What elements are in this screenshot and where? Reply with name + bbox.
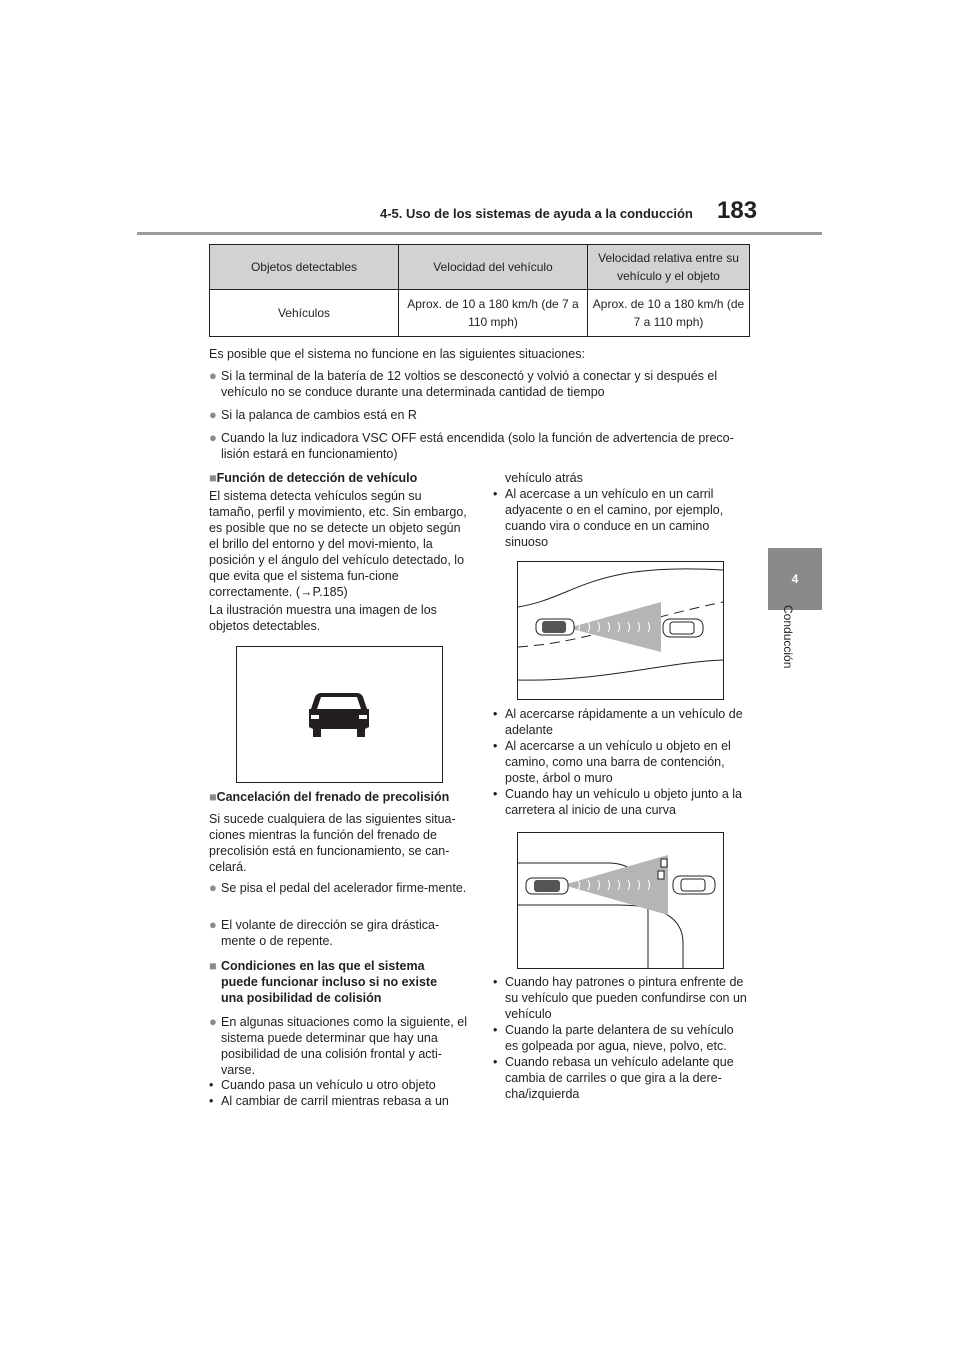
intro-lead: Es posible que el sistema no funcione en las siguientes situaciones: (209, 347, 585, 361)
bullet-marker: ● (209, 430, 217, 445)
bullet-marker: ● (209, 880, 217, 895)
false-activation-bullet: ● En algunas situaciones como la siguiente, el sistema puede determinar que hay una posibilidad de una colisión frontal y acti-varse. (209, 1014, 467, 1077)
dash-item: • Cuando hay patrones o pintura enfrente de su vehículo que pueden confundirse con un vehículo (493, 975, 747, 1021)
bullet-marker: ● (209, 1014, 217, 1029)
intro-bullet: ● Si la palanca de cambios está en R (209, 407, 417, 422)
dash-item: • Al acercarse a un vehículo u objeto en el camino, como una barra de contención, poste, árbol o muro (493, 739, 731, 785)
own-car-icon (526, 878, 568, 894)
chapter-label-text: Conducción (781, 605, 795, 669)
table-cell: Aprox. de 10 a 180 km/h (de 7 a 110 mph) (399, 290, 588, 337)
table-header: Velocidad del vehículo (399, 245, 588, 290)
dash-item: • Al acercarse rápidamente a un vehículo de adelante (493, 707, 743, 737)
own-car-icon (536, 619, 574, 635)
section-title: 4-5. Uso de los sistemas de ayuda a la conducción (380, 206, 693, 221)
other-car-icon (663, 619, 703, 637)
table-header: Velocidad relativa entre su vehículo y el objeto (588, 245, 750, 290)
car-front-icon (237, 647, 442, 782)
dash-item: • Al acercase a un vehículo en un carril adyacente o en el camino, por ejemplo, cuando vira o conduce en un camino sinuoso (493, 487, 724, 549)
dash-item: • Cuando hay un vehículo u objeto junto a la carretera al inicio de una curva (493, 787, 742, 817)
square-marker: ■ (209, 959, 217, 973)
dash-item: • Cuando pasa un vehículo u otro objeto (209, 1078, 436, 1092)
bullet-marker: ● (209, 917, 217, 932)
page-number: 183 (717, 197, 758, 224)
dash-item: • Cuando rebasa un vehículo adelante que cambia de carriles o que gira a la dere-cha/izquierda (493, 1055, 734, 1101)
other-car-icon (673, 876, 715, 894)
header-rule (137, 232, 822, 235)
heading-false-activation: ■ Condiciones en las que el sistema puede funcionar incluso si no existe una posibilidad de colisión (209, 959, 438, 1005)
bullet-marker: ● (209, 407, 217, 422)
chapter-label (768, 605, 795, 698)
square-marker: ■ (209, 471, 217, 485)
dash-item: • Al cambiar de carril mientras rebasa a un (209, 1094, 449, 1108)
vehicle-detection-body2: La ilustración muestra una imagen de los objetos detectables. (209, 603, 437, 633)
heading-cancel-brake: ■Cancelación del frenado de precolisión (209, 790, 450, 804)
cancel-brake-body: Si sucede cualquiera de las siguientes situa-ciones mientras la función del frenado de precolisión está en funcionamiento, se can-celará. (209, 812, 456, 874)
vehicle-detection-body: El sistema detecta vehículos según su tamaño, perfil y movimiento, etc. Sin embargo, es posible que no se detecte un objeto según el brillo del entorno y del movi-miento, la posición y el ángulo del vehículo detectado, lo que evita que el sistema fun-cione correctamente. (→P.185) (209, 489, 467, 599)
intro-bullet: ● Cuando la luz indicadora VSC OFF está encendida (solo la función de advertencia de preco-lisión estará en funcionamiento) (209, 430, 734, 461)
table-cell: Aprox. de 10 a 180 km/h (de 7 a 110 mph) (588, 290, 750, 337)
table-header: Objetos detectables (210, 245, 399, 290)
sensor-cone (563, 855, 668, 915)
detection-table (209, 244, 750, 337)
cancel-bullet: ● El volante de dirección se gira drástica-mente o de repente. (209, 917, 440, 948)
heading-vehicle-detection: ■Función de detección de vehículo (209, 471, 418, 485)
intro-bullet: ● Si la terminal de la batería de 12 voltios se desconectó y volvió a conectar y si después el vehículo no se conduce durante una determinada cantidad de tiempo (209, 368, 718, 399)
sensor-cone (568, 602, 661, 652)
bullet-marker: ● (209, 368, 217, 383)
cancel-bullet: ● Se pisa el pedal del acelerador firme-mente. (209, 880, 467, 895)
chapter-number: 4 (791, 572, 799, 586)
figure-curve-start (517, 832, 724, 969)
table-cell: Vehículos (210, 290, 399, 337)
dash-item: • Cuando la parte delantera de su vehículo es golpeada por agua, nieve, polvo, etc. (493, 1023, 734, 1053)
figure-detectable-object (236, 646, 443, 783)
figure-curved-road (517, 561, 724, 700)
table-row (210, 290, 750, 337)
continued-text: vehículo atrás (505, 471, 583, 485)
square-marker: ■ (209, 790, 217, 804)
